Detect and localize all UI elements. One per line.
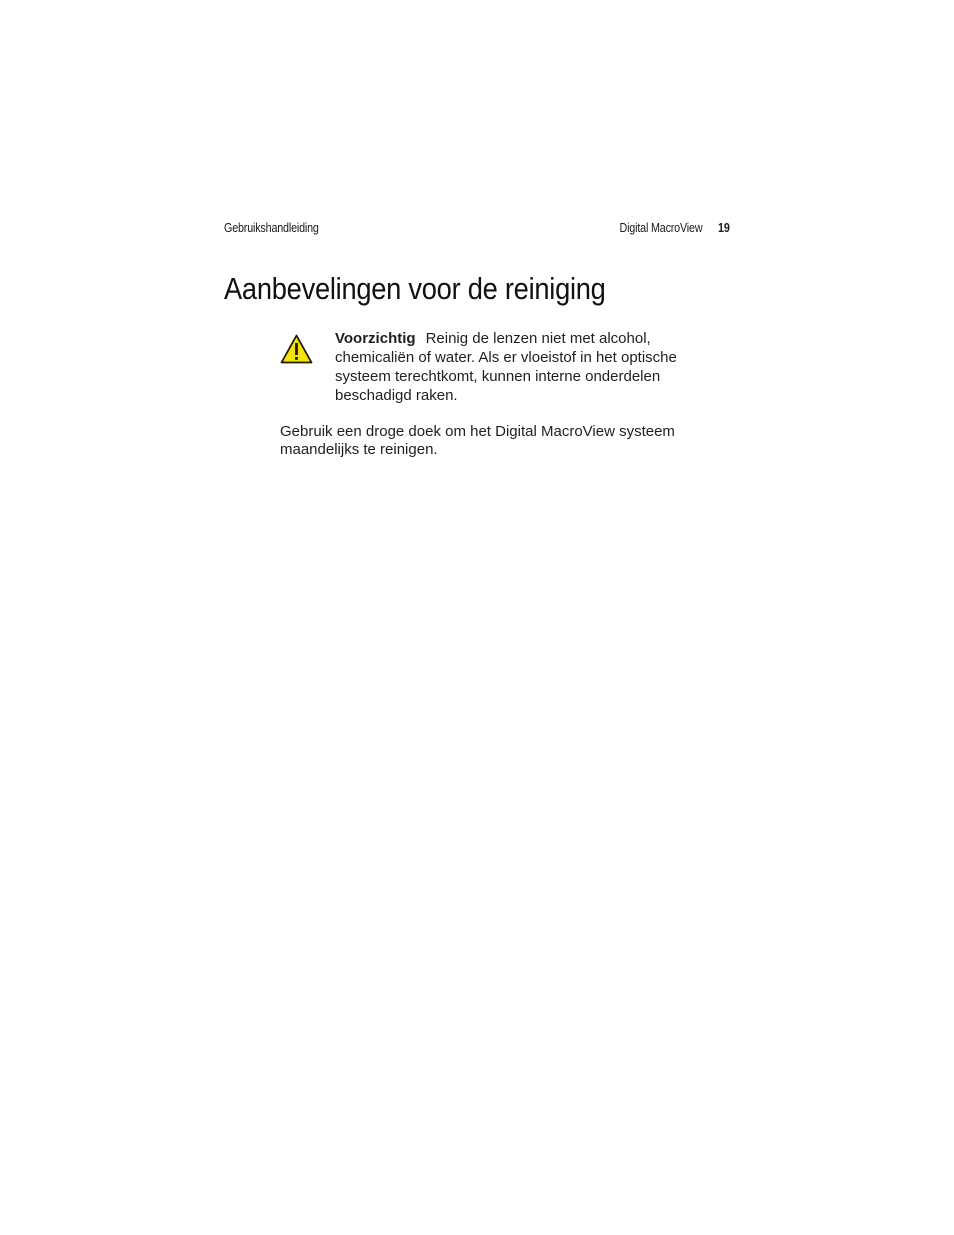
warning-triangle-icon [280,334,313,364]
section-title: Aanbevelingen voor de reiniging [224,271,606,306]
running-head-manual-title: Gebruikshandleiding [224,221,319,235]
caution-notice [335,329,707,405]
running-head-right [606,221,730,235]
caution-text: Reinig de lenzen niet met alcohol, chemicaliën of water. Als er vloeistof in het optische systeem terechtkomt, kunnen interne onderdelen beschadigd raken. [335,330,677,404]
cleaning-instruction-paragraph: Gebruik een droge doek om het Digital MacroView systeem maandelijks te reinigen. [280,423,675,458]
page-number: 19 [718,221,730,235]
caution-label: Voorzichtig [335,330,416,347]
running-head-product-name: Digital MacroView [619,221,703,235]
